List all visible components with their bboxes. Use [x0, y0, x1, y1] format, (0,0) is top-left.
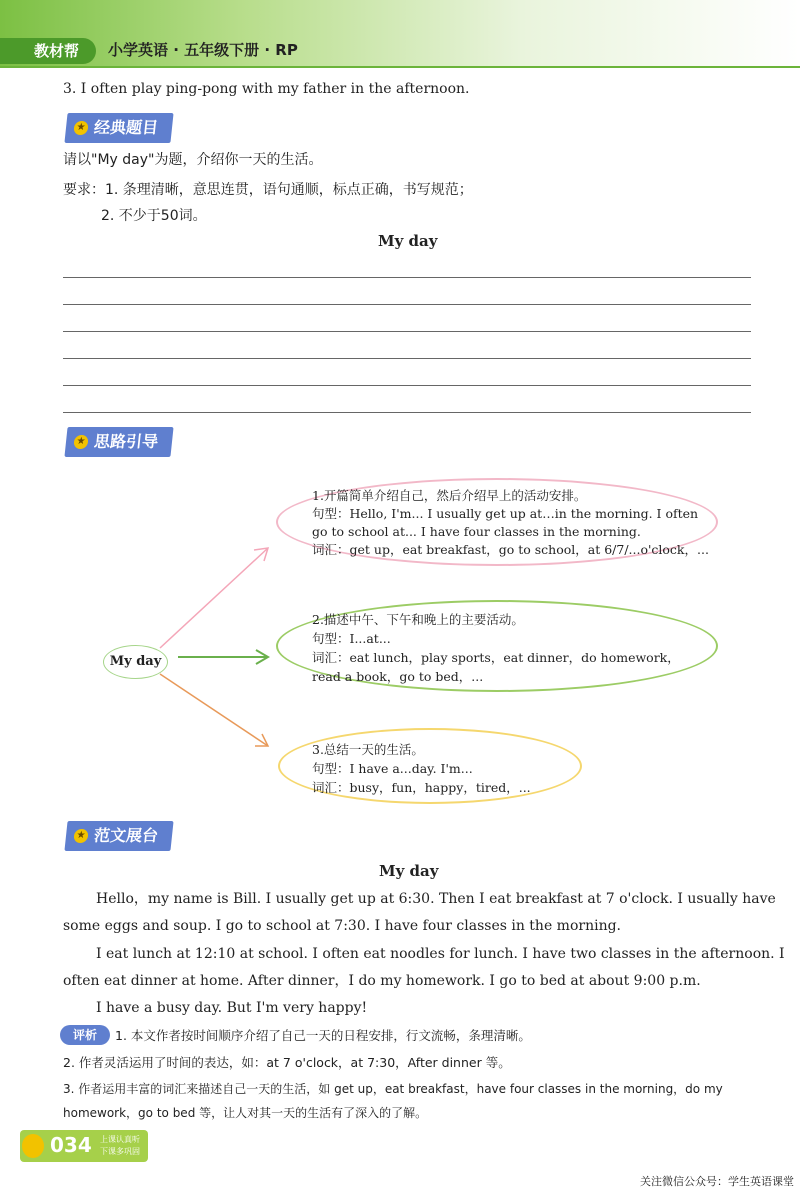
writing-line [63, 277, 751, 278]
essay-p2-line2: often eat dinner at home. After dinner，I do my homework. I go to bed at about 9:00 p.m. [63, 973, 701, 989]
question-prompt: 请以"My day"为题，介绍你一天的生活。 [63, 152, 323, 168]
bubble-morning-line4: 词汇：get up，eat breakfast，go to school，at 6/7/...o'clock，... [312, 542, 709, 557]
page-header-title: 小学英语 · 五年级下册 · RP [108, 41, 298, 59]
star-icon: ★ [73, 829, 88, 843]
top-sentence: 3. I often play ping-pong with my father in the afternoon. [63, 81, 470, 97]
essay-title: My day [379, 862, 439, 880]
bubble-morning-line2: 句型：Hello, I'm... I usually get up at…in the morning. I often [312, 506, 699, 521]
page-number: 034 [50, 1133, 92, 1157]
bubble-morning-line3: go to school at... I have four classes in the morning. [312, 524, 641, 539]
writing-line [63, 385, 751, 386]
essay-p3: I have a busy day. But I'm very happy! [96, 1000, 368, 1016]
section-label-classic-question [64, 113, 173, 143]
essay-p2-line1: I eat lunch at 12:10 at school. I often eat noodles for lunch. I have two classes in the afternoon. I [96, 946, 785, 962]
requirement-1: 要求：1. 条理清晰，意思连贯，语句通顺，标点正确，书写规范； [63, 182, 473, 198]
bubble-summary-line1: 3.总结一天的生活。 [312, 742, 424, 757]
section-label-idea-guide [64, 427, 173, 457]
section-label-model-essay [64, 821, 173, 851]
mascot-icon [22, 1134, 44, 1158]
bubble-summary-line3: 词汇：busy，fun，happy，tired，... [312, 780, 531, 795]
writing-line [63, 304, 751, 305]
wechat-notice: 关注微信公众号：学生英语课堂 [640, 1175, 794, 1188]
page-number-badge [20, 1130, 148, 1162]
writing-line [63, 331, 751, 332]
star-icon: ★ [73, 121, 88, 135]
bubble-activities-line3: 词汇：eat lunch，play sports，eat dinner，do homework， [312, 650, 680, 665]
star-icon: ★ [73, 435, 88, 449]
section-label-text: 范文展台 [93, 826, 160, 845]
mind-map-center: My day [103, 645, 168, 679]
section-label-text: 经典题目 [93, 118, 160, 137]
analysis-note-1: 1. 本文作者按时间顺序介绍了自己一天的日程安排，行文流畅，条理清晰。 [115, 1028, 531, 1043]
writing-title: My day [378, 232, 438, 250]
badge-slogan-1: 上课认真听 [100, 1135, 140, 1144]
arrow-to-summary [160, 674, 268, 746]
brand-logo: 教材帮 [0, 38, 96, 64]
analysis-note-3-line2: homework，go to bed 等，让人对其一天的生活有了深入的了解。 [63, 1106, 428, 1120]
writing-line [63, 358, 751, 359]
bubble-activities-line4: read a book，go to bed，... [312, 669, 484, 684]
bubble-activities-line1: 2.描述中午、下午和晚上的主要活动。 [312, 612, 524, 627]
badge-slogan-2: 下课多巩固 [100, 1147, 140, 1156]
essay-p1-line2: some eggs and soup. I go to school at 7:30. I have four classes in the morning. [63, 918, 622, 934]
essay-p1-line1: Hello，my name is Bill. I usually get up at 6:30. Then I eat breakfast at 7 o'clock. I usually have [96, 891, 776, 907]
header-divider [0, 66, 800, 68]
bubble-summary-line2: 句型：I have a...day. I'm... [312, 761, 473, 776]
analysis-tag: 评析 [60, 1025, 110, 1045]
bubble-activities-line2: 句型：I...at... [312, 631, 391, 646]
bubble-morning-line1: 1.开篇简单介绍自己，然后介绍早上的活动安排。 [312, 488, 587, 503]
analysis-note-3-line1: 3. 作者运用丰富的词汇来描述自己一天的生活，如 get up，eat breakfast，have four classes in the morning，do my [63, 1082, 723, 1096]
writing-line [63, 412, 751, 413]
analysis-note-2: 2. 作者灵活运用了时间的表达，如：at 7 o'clock，at 7:30，After dinner 等。 [63, 1055, 511, 1070]
arrow-to-morning [160, 548, 268, 648]
section-label-text: 思路引导 [93, 432, 160, 451]
requirement-2: 2. 不少于50词。 [101, 208, 207, 224]
